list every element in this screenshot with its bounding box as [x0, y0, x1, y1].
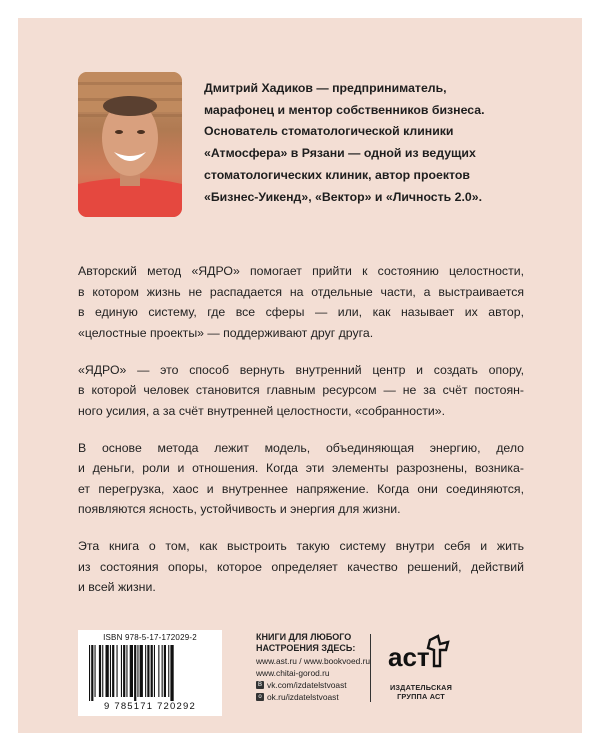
text-line: в которой человек становится главным ресурсом — не за счёт постоян- [78, 383, 524, 397]
info-heading: НАСТРОЕНИЯ ЗДЕСЬ: [256, 642, 356, 653]
text-line: из состояния опоры, которое определяет качество решений, действий [78, 559, 524, 574]
text-line: и деньги, роли и отношения. Когда эти элементы разрознены, возника- [78, 461, 524, 475]
text-line: ного усилия, а за счёт внутренней целостности, «собранности». [78, 403, 445, 418]
paragraph [78, 438, 524, 520]
text-line: и всей жизни. [78, 580, 156, 594]
ean-digits: 9 785171 720292 [104, 701, 196, 712]
publisher-name: ГРУППА АСТ [397, 692, 445, 701]
text-line: ет перегрузка, хаос и внутреннее напряжение. Когда они соединяются, [78, 481, 524, 496]
vk-link[interactable] [256, 679, 386, 691]
ok-icon: o [256, 693, 264, 701]
vk-icon: B [257, 682, 262, 688]
text-line: «целостные проекты» — поддерживают друг друга. [78, 325, 374, 340]
store-link[interactable]: www.chitai-gorod.ru [256, 668, 330, 678]
info-heading: КНИГИ ДЛЯ ЛЮБОГО [256, 632, 352, 642]
vk-label: vk.com/izdatelstvoast [267, 680, 347, 690]
paragraph [78, 261, 524, 343]
text-line: «ЯДРО» — это способ вернуть внутренний центр и создать опору, [78, 362, 524, 377]
barcode-block [78, 630, 222, 716]
publisher-name: ИЗДАТЕЛЬСКАЯ [389, 683, 453, 692]
bio-line: стоматологических клиник, автор проектов [204, 167, 470, 182]
text-line: в котором жизнь не распадается на отдельные части, а выстраивается [78, 284, 524, 299]
store-link[interactable]: www.ast.ru / www.bookvoed.ru [256, 656, 371, 666]
logo-text: аст [388, 642, 430, 672]
text-line: в единую систему, где все сферы — или, как называет их автор, [78, 305, 524, 319]
book-description [78, 261, 524, 614]
bio-line: «Атмосфера» в Рязани — одной из ведущих [204, 146, 476, 161]
bio-line: марафонец и ментор собственников бизнеса. [204, 102, 485, 117]
divider [370, 634, 371, 702]
isbn-label: ISBN 978-5-17-172029-2 [103, 633, 197, 642]
ast-logo-icon [378, 632, 464, 678]
barcode-icon [87, 645, 213, 701]
text-line: В основе метода лежит модель, объединяющая энергию, дело [78, 440, 524, 455]
paragraph [78, 536, 524, 598]
ok-link[interactable] [256, 691, 386, 703]
text-line: Эта книга о том, как выстроить такую систему внутри себя и жить [78, 539, 524, 553]
bio-line: «Бизнес-Уикенд», «Вектор» и «Личность 2.0». [204, 189, 482, 204]
bio-line: Дмитрий Хадиков — предприниматель, [204, 81, 447, 95]
publisher-logo [378, 632, 464, 701]
author-photo [78, 72, 182, 217]
text-line: Авторский метод «ЯДРО» помогает прийти к состоянию целостности, [78, 264, 524, 278]
ok-label: ok.ru/izdatelstvoast [267, 692, 339, 702]
text-line: появляются ясность, устойчивость и энергия для жизни. [78, 502, 401, 516]
author-bio [204, 78, 524, 208]
paragraph [78, 360, 524, 422]
bio-line: Основатель стоматологической клиники [204, 124, 454, 139]
store-info [256, 632, 386, 703]
